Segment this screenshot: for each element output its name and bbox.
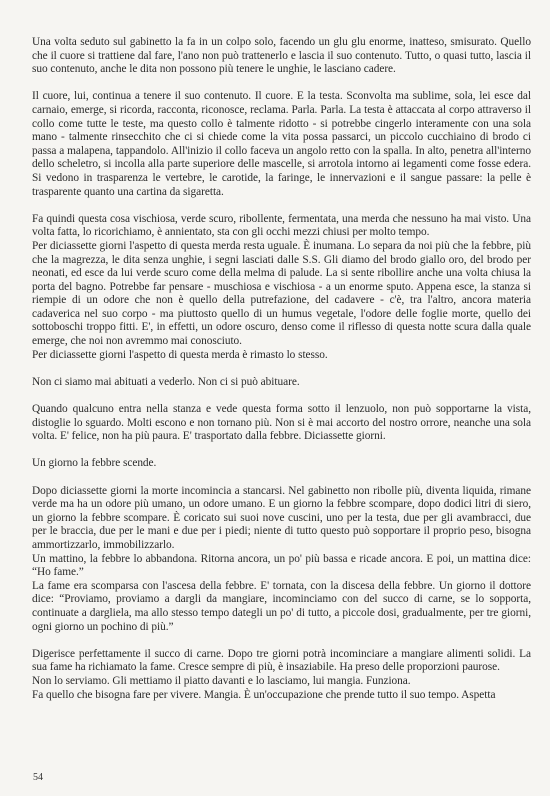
- paragraph: Digerisce perfettamente il succo di carne. Dopo tre giorni potrà incominciare a mangiare alimenti solidi. La sua fame ha richiamato la fame. Cresce sempre di più, è insaziabile. Ha preso delle proporzioni paurose.: [32, 647, 531, 674]
- paragraph: Il cuore, lui, continua a tenere il suo contenuto. Il cuore. E la testa. Sconvolta ma sublime, sola, lei esce dal carnaio, emerge, si ricorda, racconta, riconosce, reclama. Parla. Parla. La testa è attaccata al corpo attraverso il collo come tutte le teste, ma questo collo è talmente ridotto - si potrebbe cingerlo interamente con una sola mano - talmente rinsecchito che ci si chiede come la vita possa passarci, un piccolo cucchiaino di brodo ci passa a malapena, tappandolo. All'inizio il collo faceva un angolo retto con la spalla. In alto, penetra all'interno dello scheletro, si incolla alla parte superiore delle mascelle, si arrotola intorno ai legamenti come fosse edera. Si vedono in trasparenza le vertebre, le carotide, la faringe, le innervazioni e il sangue passare: la pelle è trasparente quanto una cartina da sigaretta.: [32, 90, 531, 198]
- paragraph: Quando qualcuno entra nella stanza e vede questa forma sotto il lenzuolo, non può sopportarne la vista, distoglie lo sguardo. Molti escono e non tornano più. Non si è mai accorto del nostro orrore, neanche una sola volta. E' felice, non ha più paura. E' trasportato dalla febbre. Diciassette giorni.: [32, 403, 531, 443]
- paragraph: Per diciassette giorni l'aspetto di questa merda resta uguale. È inumana. Lo separa da noi più che la febbre, più che la magrezza, le dita senza unghie, i segni lasciati dalle S.S. Gli diamo del brodo giallo oro, del brodo per neonati, ed esce da lui verde scuro come della melma di palude. La si sente ribollire anche una volta chiusa la porta del bagno. Potrebbe far pensare - muschiosa e vischiosa - a un enorme sputo. Appena esce, la stanza si riempie di un odore che non è quello della putrefazione, del cadavere - c'è, tra l'altro, ancora materia cadaverica nel suo corpo - ma piuttosto quello di un humus vegetale, l'odore delle foglie morte, quello dei sottoboschi troppo fitti. E', in effetti, un odore oscuro, denso come il riflesso di questa notte scura dalla quale emerge, che noi non avremmo mai conosciuto.: [32, 239, 531, 348]
- paragraph: Non lo serviamo. Gli mettiamo il piatto davanti e lo lasciamo, lui mangia. Funziona.: [32, 674, 411, 687]
- paragraph: Non ci siamo mai abituati a vederlo. Non ci si può abituare.: [32, 375, 300, 388]
- page-number: 54: [33, 772, 43, 783]
- body-text: [32, 36, 531, 702]
- paragraph: Dopo diciassette giorni la morte incomincia a stancarsi. Nel gabinetto non ribolle più, diventa liquida, rimane verde ma ha un odore più umano, un odore umano. E un giorno la febbre scompare, dopo dodici litri di siero, un giorno la febbre scompare. È coricato sui suoi nove cuscini, uno per la testa, due per gli avambracci, due per le braccia, due per le mani e due per i piedi; niente di tutto questo può sopportare il proprio peso, bisogna ammortizzarlo, immobilizzarlo.: [32, 484, 531, 551]
- paragraph: Un giorno la febbre scende.: [32, 457, 157, 470]
- paragraph: Fa quello che bisogna fare per vivere. Mangia. È un'occupazione che prende tutto il suo tempo. Aspetta: [32, 688, 496, 701]
- paragraph: Per diciassette giorni l'aspetto di questa merda è rimasto lo stesso.: [32, 348, 328, 361]
- paragraph: Fa quindi questa cosa vischiosa, verde scuro, ribollente, fermentata, una merda che nessuno ha mai visto. Una volta fatta, lo ricorichiamo, è annientato, sta con gli occhi mezzi chiusi per molto tempo.: [32, 212, 531, 239]
- paragraph: Una volta seduto sul gabinetto la fa in un colpo solo, facendo un glu glu enorme, inatteso, smisurato. Quello che il cuore si trattiene dal fare, l'ano non può trattenerlo e lascia il suo contenuto. Tutto, o quasi tutto, lascia il suo contenuto, anche le dita non possono più tenere le unghie, le lasciano cadere.: [32, 36, 531, 76]
- paragraph: La fame era scomparsa con l'ascesa della febbre. E' tornata, con la discesa della febbre. Un giorno il dottore dice: “Proviamo, proviamo a dargli da mangiare, incominciamo con del succo di carne, se lo sopporta, continuate a dargliela, ma allo stesso tempo dategli un po' di tutto, a piccole dosi, gradualmente, per tre giorni, ogni giorno un pochino di più.”: [32, 579, 531, 633]
- paragraph: Un mattino, la febbre lo abbandona. Ritorna ancora, un po' più bassa e ricade ancora. E poi, un mattina dice: “Ho fame.”: [32, 552, 531, 579]
